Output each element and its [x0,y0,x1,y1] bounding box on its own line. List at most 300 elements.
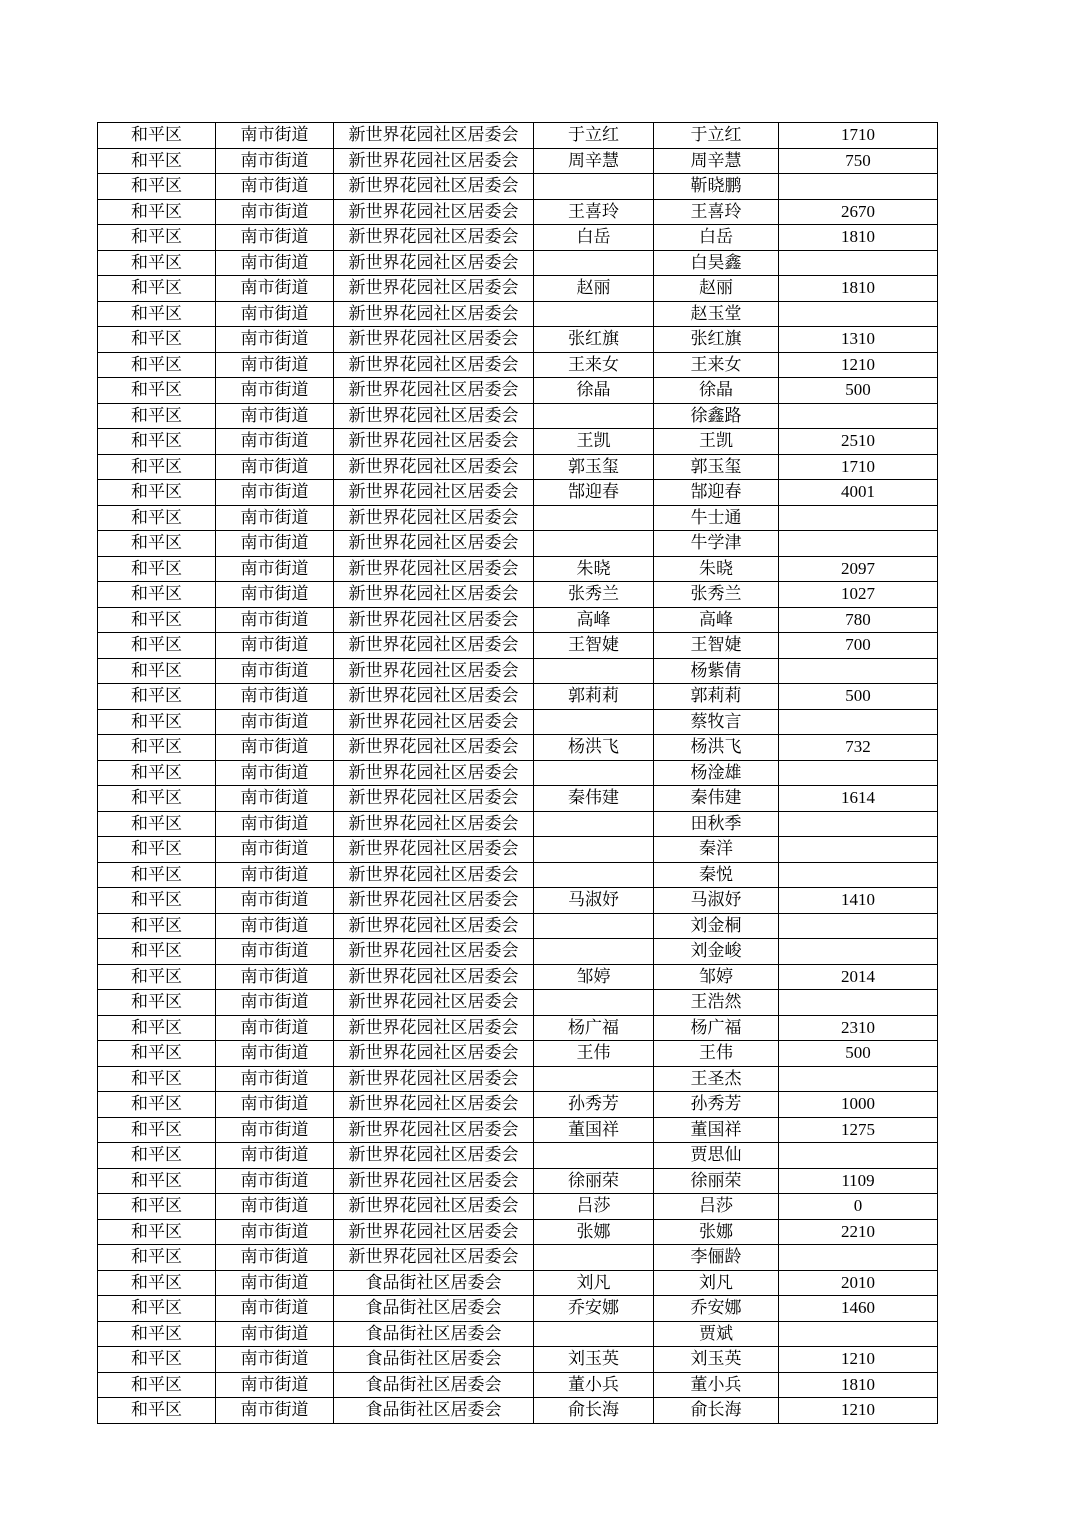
cell-name-b: 贾思仙 [654,1143,779,1169]
cell-street: 南市街道 [216,327,334,353]
cell-street: 南市街道 [216,964,334,990]
cell-district: 和平区 [98,403,216,429]
cell-street: 南市街道 [216,1194,334,1220]
cell-name-b: 牛学津 [654,531,779,557]
cell-name-b: 张秀兰 [654,582,779,608]
cell-name-a: 王喜玲 [534,199,654,225]
cell-street: 南市街道 [216,1168,334,1194]
cell-district: 和平区 [98,1296,216,1322]
table-row [98,429,938,455]
cell-name-b: 郜迎春 [654,480,779,506]
cell-district: 和平区 [98,1015,216,1041]
cell-name-b: 张娜 [654,1219,779,1245]
cell-district: 和平区 [98,148,216,174]
table-row [98,454,938,480]
cell-district: 和平区 [98,1117,216,1143]
cell-name-b: 徐丽荣 [654,1168,779,1194]
cell-committee: 新世界花园社区居委会 [334,760,534,786]
cell-committee: 新世界花园社区居委会 [334,964,534,990]
cell-name-b: 贾斌 [654,1321,779,1347]
cell-committee: 新世界花园社区居委会 [334,174,534,200]
table-row [98,1143,938,1169]
cell-street: 南市街道 [216,174,334,200]
table-row [98,276,938,302]
cell-committee: 新世界花园社区居委会 [334,378,534,404]
cell-committee: 新世界花园社区居委会 [334,939,534,965]
cell-street: 南市街道 [216,684,334,710]
cell-committee: 新世界花园社区居委会 [334,1245,534,1271]
cell-committee: 新世界花园社区居委会 [334,1168,534,1194]
cell-name-a: 高峰 [534,607,654,633]
cell-amount: 1000 [779,1092,938,1118]
table-row [98,607,938,633]
cell-amount [779,709,938,735]
cell-name-a: 俞长海 [534,1398,654,1424]
cell-committee: 新世界花园社区居委会 [334,327,534,353]
cell-committee: 新世界花园社区居委会 [334,403,534,429]
cell-district: 和平区 [98,352,216,378]
cell-street: 南市街道 [216,480,334,506]
cell-name-a: 于立红 [534,123,654,149]
cell-street: 南市街道 [216,378,334,404]
cell-amount: 0 [779,1194,938,1220]
table-row [98,862,938,888]
cell-street: 南市街道 [216,990,334,1016]
cell-street: 南市街道 [216,1270,334,1296]
cell-amount [779,913,938,939]
cell-committee: 新世界花园社区居委会 [334,1015,534,1041]
cell-amount: 1460 [779,1296,938,1322]
cell-amount: 2510 [779,429,938,455]
table-row [98,174,938,200]
table-row [98,633,938,659]
cell-amount: 500 [779,378,938,404]
cell-name-a [534,913,654,939]
cell-name-b: 赵丽 [654,276,779,302]
cell-street: 南市街道 [216,837,334,863]
cell-committee: 新世界花园社区居委会 [334,505,534,531]
cell-street: 南市街道 [216,1219,334,1245]
cell-name-a [534,862,654,888]
cell-name-a: 张娜 [534,1219,654,1245]
cell-district: 和平区 [98,276,216,302]
cell-name-b: 孙秀芳 [654,1092,779,1118]
table-row [98,1168,938,1194]
cell-district: 和平区 [98,837,216,863]
table-row [98,1372,938,1398]
cell-street: 南市街道 [216,1321,334,1347]
table-row [98,531,938,557]
cell-street: 南市街道 [216,1015,334,1041]
cell-committee: 新世界花园社区居委会 [334,352,534,378]
cell-district: 和平区 [98,811,216,837]
cell-name-b: 刘凡 [654,1270,779,1296]
table-row [98,658,938,684]
cell-committee: 新世界花园社区居委会 [334,735,534,761]
cell-amount [779,658,938,684]
cell-committee: 新世界花园社区居委会 [334,990,534,1016]
cell-amount: 1027 [779,582,938,608]
table-row [98,480,938,506]
cell-name-b: 徐鑫路 [654,403,779,429]
cell-name-b: 高峰 [654,607,779,633]
cell-district: 和平区 [98,760,216,786]
cell-district: 和平区 [98,1398,216,1424]
cell-amount [779,403,938,429]
cell-street: 南市街道 [216,1372,334,1398]
cell-name-a: 王来女 [534,352,654,378]
cell-committee: 新世界花园社区居委会 [334,658,534,684]
cell-committee: 新世界花园社区居委会 [334,1092,534,1118]
cell-district: 和平区 [98,454,216,480]
table-row [98,1015,938,1041]
cell-amount [779,1143,938,1169]
cell-name-a [534,837,654,863]
cell-amount: 1710 [779,123,938,149]
cell-district: 和平区 [98,531,216,557]
cell-name-b: 白昊鑫 [654,250,779,276]
cell-street: 南市街道 [216,607,334,633]
cell-district: 和平区 [98,862,216,888]
table-row [98,1092,938,1118]
table-row [98,964,938,990]
cell-committee: 新世界花园社区居委会 [334,429,534,455]
cell-district: 和平区 [98,225,216,251]
table-row [98,1270,938,1296]
cell-amount: 2097 [779,556,938,582]
cell-name-b: 王喜玲 [654,199,779,225]
cell-district: 和平区 [98,327,216,353]
cell-district: 和平区 [98,1092,216,1118]
cell-district: 和平区 [98,1041,216,1067]
cell-committee: 新世界花园社区居委会 [334,148,534,174]
cell-name-a [534,1066,654,1092]
cell-name-b: 杨紫倩 [654,658,779,684]
cell-name-a: 王智婕 [534,633,654,659]
cell-name-a: 周辛慧 [534,148,654,174]
cell-name-b: 马淑妤 [654,888,779,914]
cell-name-a [534,531,654,557]
cell-amount [779,990,938,1016]
cell-name-a: 乔安娜 [534,1296,654,1322]
cell-committee: 新世界花园社区居委会 [334,199,534,225]
cell-amount: 2010 [779,1270,938,1296]
cell-committee: 新世界花园社区居委会 [334,1143,534,1169]
cell-amount: 1109 [779,1168,938,1194]
cell-name-b: 王智婕 [654,633,779,659]
table-row [98,1194,938,1220]
cell-amount [779,174,938,200]
cell-district: 和平区 [98,607,216,633]
cell-street: 南市街道 [216,1398,334,1424]
cell-amount: 500 [779,684,938,710]
cell-name-b: 蔡牧言 [654,709,779,735]
cell-name-a [534,1321,654,1347]
cell-name-a: 邹婷 [534,964,654,990]
cell-committee: 新世界花园社区居委会 [334,684,534,710]
cell-name-a: 徐丽荣 [534,1168,654,1194]
cell-name-b: 郭玉玺 [654,454,779,480]
cell-district: 和平区 [98,684,216,710]
cell-district: 和平区 [98,786,216,812]
cell-district: 和平区 [98,250,216,276]
cell-name-a [534,709,654,735]
cell-name-a: 赵丽 [534,276,654,302]
cell-amount: 1210 [779,1347,938,1373]
cell-district: 和平区 [98,888,216,914]
cell-street: 南市街道 [216,276,334,302]
cell-amount [779,1066,938,1092]
cell-name-a [534,990,654,1016]
cell-name-b: 秦伟建 [654,786,779,812]
table-row [98,123,938,149]
cell-name-a: 吕莎 [534,1194,654,1220]
cell-street: 南市街道 [216,250,334,276]
cell-amount: 1810 [779,1372,938,1398]
cell-name-b: 王来女 [654,352,779,378]
cell-name-a: 王凯 [534,429,654,455]
cell-amount: 1810 [779,276,938,302]
cell-committee: 新世界花园社区居委会 [334,123,534,149]
cell-amount: 1810 [779,225,938,251]
cell-district: 和平区 [98,1321,216,1347]
cell-name-a: 张红旗 [534,327,654,353]
cell-district: 和平区 [98,658,216,684]
cell-amount [779,837,938,863]
cell-committee: 新世界花园社区居委会 [334,913,534,939]
cell-street: 南市街道 [216,709,334,735]
cell-street: 南市街道 [216,735,334,761]
cell-street: 南市街道 [216,429,334,455]
cell-district: 和平区 [98,378,216,404]
cell-street: 南市街道 [216,1117,334,1143]
table-row [98,505,938,531]
cell-district: 和平区 [98,939,216,965]
cell-amount: 2014 [779,964,938,990]
table-row [98,990,938,1016]
table-row [98,148,938,174]
cell-district: 和平区 [98,174,216,200]
cell-name-b: 王浩然 [654,990,779,1016]
cell-committee: 新世界花园社区居委会 [334,225,534,251]
cell-committee: 新世界花园社区居委会 [334,250,534,276]
table-row [98,250,938,276]
cell-amount [779,1245,938,1271]
table-row [98,1296,938,1322]
cell-street: 南市街道 [216,862,334,888]
cell-street: 南市街道 [216,301,334,327]
cell-street: 南市街道 [216,225,334,251]
cell-district: 和平区 [98,990,216,1016]
cell-amount [779,531,938,557]
cell-name-a: 郜迎春 [534,480,654,506]
cell-district: 和平区 [98,480,216,506]
cell-amount: 1410 [779,888,938,914]
cell-street: 南市街道 [216,1066,334,1092]
cell-street: 南市街道 [216,148,334,174]
cell-committee: 食品街社区居委会 [334,1270,534,1296]
cell-committee: 食品街社区居委会 [334,1347,534,1373]
cell-committee: 食品街社区居委会 [334,1372,534,1398]
cell-district: 和平区 [98,301,216,327]
cell-amount: 780 [779,607,938,633]
cell-name-a: 徐晶 [534,378,654,404]
cell-committee: 新世界花园社区居委会 [334,1117,534,1143]
cell-committee: 新世界花园社区居委会 [334,811,534,837]
cell-name-a: 董小兵 [534,1372,654,1398]
cell-name-b: 周辛慧 [654,148,779,174]
cell-name-a [534,403,654,429]
cell-committee: 新世界花园社区居委会 [334,1066,534,1092]
cell-name-b: 牛士通 [654,505,779,531]
cell-street: 南市街道 [216,556,334,582]
cell-committee: 新世界花园社区居委会 [334,837,534,863]
cell-amount: 500 [779,1041,938,1067]
table-row [98,1321,938,1347]
cell-committee: 新世界花园社区居委会 [334,531,534,557]
cell-committee: 新世界花园社区居委会 [334,1041,534,1067]
cell-street: 南市街道 [216,582,334,608]
cell-district: 和平区 [98,556,216,582]
cell-name-a [534,760,654,786]
cell-amount [779,301,938,327]
table-row [98,1066,938,1092]
cell-name-a [534,1143,654,1169]
table-row [98,556,938,582]
cell-name-b: 赵玉堂 [654,301,779,327]
cell-street: 南市街道 [216,403,334,429]
cell-name-b: 王伟 [654,1041,779,1067]
cell-committee: 新世界花园社区居委会 [334,276,534,302]
table-row [98,301,938,327]
cell-amount: 2310 [779,1015,938,1041]
cell-street: 南市街道 [216,1245,334,1271]
cell-committee: 新世界花园社区居委会 [334,709,534,735]
cell-district: 和平区 [98,1066,216,1092]
cell-street: 南市街道 [216,1347,334,1373]
cell-street: 南市街道 [216,199,334,225]
table-row [98,837,938,863]
table-row [98,199,938,225]
cell-district: 和平区 [98,1372,216,1398]
cell-street: 南市街道 [216,888,334,914]
cell-committee: 食品街社区居委会 [334,1398,534,1424]
cell-district: 和平区 [98,429,216,455]
cell-name-b: 秦洋 [654,837,779,863]
cell-amount [779,939,938,965]
cell-name-a [534,301,654,327]
cell-name-b: 王凯 [654,429,779,455]
cell-name-b: 乔安娜 [654,1296,779,1322]
cell-street: 南市街道 [216,1143,334,1169]
table-container [97,122,937,1424]
cell-committee: 新世界花园社区居委会 [334,480,534,506]
cell-street: 南市街道 [216,505,334,531]
cell-amount [779,505,938,531]
cell-name-b: 邹婷 [654,964,779,990]
table-body [98,123,938,1424]
cell-name-b: 刘金桐 [654,913,779,939]
cell-district: 和平区 [98,505,216,531]
cell-committee: 新世界花园社区居委会 [334,1194,534,1220]
cell-name-b: 王圣杰 [654,1066,779,1092]
table-row [98,1041,938,1067]
table-row [98,786,938,812]
cell-district: 和平区 [98,913,216,939]
table-row [98,582,938,608]
cell-name-a: 郭莉莉 [534,684,654,710]
cell-committee: 新世界花园社区居委会 [334,888,534,914]
cell-name-b: 张红旗 [654,327,779,353]
cell-district: 和平区 [98,1219,216,1245]
table-row [98,1117,938,1143]
cell-amount: 1710 [779,454,938,480]
table-row [98,403,938,429]
cell-street: 南市街道 [216,939,334,965]
cell-amount: 1210 [779,352,938,378]
cell-street: 南市街道 [216,811,334,837]
cell-district: 和平区 [98,1347,216,1373]
cell-name-b: 郭莉莉 [654,684,779,710]
table-row [98,684,938,710]
cell-district: 和平区 [98,1168,216,1194]
cell-name-b: 俞长海 [654,1398,779,1424]
cell-name-a [534,939,654,965]
cell-district: 和平区 [98,709,216,735]
cell-street: 南市街道 [216,633,334,659]
cell-name-a: 刘玉英 [534,1347,654,1373]
cell-street: 南市街道 [216,760,334,786]
table-row [98,939,938,965]
cell-name-a: 白岳 [534,225,654,251]
cell-amount: 1614 [779,786,938,812]
cell-committee: 新世界花园社区居委会 [334,607,534,633]
cell-street: 南市街道 [216,123,334,149]
table-row [98,760,938,786]
cell-name-a [534,505,654,531]
cell-amount [779,760,938,786]
cell-street: 南市街道 [216,1092,334,1118]
cell-district: 和平区 [98,1245,216,1271]
cell-street: 南市街道 [216,1041,334,1067]
cell-amount: 2210 [779,1219,938,1245]
table-row [98,225,938,251]
cell-name-b: 杨洪飞 [654,735,779,761]
cell-name-a: 孙秀芳 [534,1092,654,1118]
cell-district: 和平区 [98,1143,216,1169]
cell-amount: 1275 [779,1117,938,1143]
cell-name-b: 白岳 [654,225,779,251]
cell-name-a [534,811,654,837]
cell-name-a: 郭玉玺 [534,454,654,480]
cell-name-b: 田秋季 [654,811,779,837]
table-row [98,811,938,837]
cell-name-b: 刘玉英 [654,1347,779,1373]
cell-committee: 新世界花园社区居委会 [334,301,534,327]
cell-district: 和平区 [98,123,216,149]
cell-committee: 新世界花园社区居委会 [334,786,534,812]
cell-amount [779,250,938,276]
cell-name-a [534,658,654,684]
cell-name-b: 董小兵 [654,1372,779,1398]
table-row [98,352,938,378]
cell-name-b: 吕莎 [654,1194,779,1220]
cell-street: 南市街道 [216,1296,334,1322]
cell-street: 南市街道 [216,786,334,812]
cell-committee: 食品街社区居委会 [334,1296,534,1322]
cell-committee: 新世界花园社区居委会 [334,633,534,659]
cell-amount: 2670 [779,199,938,225]
